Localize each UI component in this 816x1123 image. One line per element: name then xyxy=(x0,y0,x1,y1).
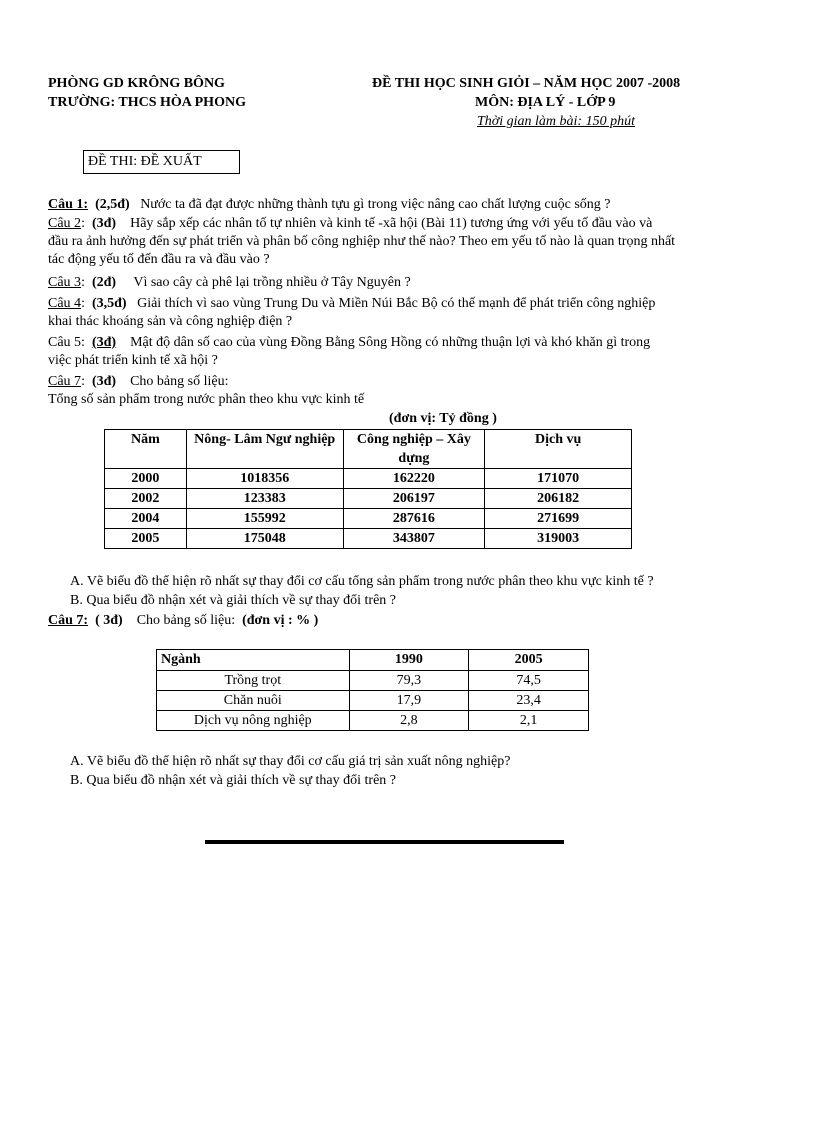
header-cell: 1990 xyxy=(349,650,469,671)
question-text: Cho bảng số liệu: xyxy=(130,374,229,389)
question-label: Câu 7 xyxy=(48,374,82,389)
header-cell: Nông- Lâm Ngư nghiệp xyxy=(186,430,343,469)
agriculture-structure-table xyxy=(156,649,589,731)
table-cell: 162220 xyxy=(343,469,485,489)
exam-type-box: ĐỀ THI: ĐỀ XUẤT xyxy=(83,150,240,174)
gdp-by-sector-table xyxy=(104,429,632,549)
table-row xyxy=(105,489,632,509)
table-cell: 17,9 xyxy=(349,691,469,711)
question-points: (2,5đ) xyxy=(95,197,130,212)
header-cell: Ngành xyxy=(157,650,350,671)
department-name: PHÒNG GD KRÔNG BÔNG xyxy=(48,76,225,91)
school-name: TRƯỜNG: THCS HÒA PHONG xyxy=(48,95,246,110)
table-row xyxy=(105,529,632,549)
task-list-1 xyxy=(70,572,654,610)
table-cell: 271699 xyxy=(485,509,632,529)
table-unit: (đơn vị: Tỷ đồng ) xyxy=(389,411,497,426)
question-points: (3đ) xyxy=(91,335,117,350)
table-cell: 2004 xyxy=(105,509,187,529)
question-text-line: Mật độ dân số cao của vùng Đồng Bằng Sông Hồng có những thuận lợi và khó khăn gì trong xyxy=(130,335,651,350)
question-points: (2đ) xyxy=(91,275,117,290)
school-header xyxy=(48,74,246,112)
table-row xyxy=(105,469,632,489)
question-text-line: đầu ra ảnh hưởng đến sự phát triển và phân bố công nghiệp như thế nào? Theo em yếu tố nào là quan trọng nhất xyxy=(48,234,676,249)
table-cell: 2002 xyxy=(105,489,187,509)
table-header-row xyxy=(105,430,632,469)
time-limit: Thời gian làm bài: 150 phút xyxy=(477,114,635,129)
table-header-row xyxy=(157,650,589,671)
question-label: Câu 3 xyxy=(48,275,82,290)
question-points: (3,5đ) xyxy=(91,296,127,311)
table-cell: 74,5 xyxy=(469,671,589,691)
table-cell: 123383 xyxy=(186,489,343,509)
table-row xyxy=(157,671,589,691)
question-1 xyxy=(48,196,768,214)
question-label: Câu 5: xyxy=(48,335,85,350)
question-label: Câu 2 xyxy=(48,216,82,231)
table-cell: Trồng trọt xyxy=(157,671,350,691)
table-cell: 2,1 xyxy=(469,711,589,731)
table-cell: 287616 xyxy=(343,509,485,529)
end-divider xyxy=(205,840,564,844)
exam-header xyxy=(372,74,732,131)
table-cell: 1018356 xyxy=(186,469,343,489)
question-text-line: Giải thích vì sao vùng Trung Du và Miền Núi Bắc Bộ có thế mạnh để phát triển công nghiệp xyxy=(137,296,656,311)
table-cell: 171070 xyxy=(485,469,632,489)
header-cell: 2005 xyxy=(469,650,589,671)
question-2: Câu 2: (3đ) Hãy sắp xếp các nhân tố tự nhiên và kinh tế -xã hội (Bài 11) tương ứng với yếu tố đầu vào và đầu ra ảnh hưởng đến sự phát triển và phân bố công nghiệp như thế nào? Theo em yếu tố nào là quan trọng nhất tác động yếu tố đến đầu ra và đầu vào ? xyxy=(48,215,768,269)
table-subtitle: Tổng số sản phẩm trong nước phân theo khu vực kinh tế xyxy=(48,392,365,407)
header-cell: Năm xyxy=(105,430,187,469)
table-row xyxy=(157,711,589,731)
table-cell: 23,4 xyxy=(469,691,589,711)
table-cell: 2000 xyxy=(105,469,187,489)
table-cell: 79,3 xyxy=(349,671,469,691)
table-row xyxy=(157,691,589,711)
table-cell: 2,8 xyxy=(349,711,469,731)
question-7b: Câu 7: ( 3đ) Cho bảng số liệu: (đơn vị : % ) xyxy=(48,613,319,628)
task-item-a: A. Vẽ biểu đồ thể hiện rõ nhất sự thay đổi cơ cấu tổng sản phẩm trong nước phân theo khu vực kinh tế ? xyxy=(70,574,654,589)
question-points: (3đ) xyxy=(91,216,117,231)
table-cell: 206197 xyxy=(343,489,485,509)
table-cell: 343807 xyxy=(343,529,485,549)
question-label: Câu 1: xyxy=(48,197,89,212)
question-3: Câu 3: (2đ) Vì sao cây cà phê lại trồng nhiều ở Tây Nguyên ? xyxy=(48,275,411,290)
task-item-b: B. Qua biểu đồ nhận xét và giải thích về sự thay đổi trên ? xyxy=(70,593,397,608)
question-text-line: Hãy sắp xếp các nhân tố tự nhiên và kinh tế -xã hội (Bài 11) tương ứng với yếu tố đầu vào và xyxy=(130,216,653,231)
question-5 xyxy=(48,334,768,370)
task-item-b: B. Qua biểu đồ nhận xét và giải thích về sự thay đổi trên ? xyxy=(70,773,397,788)
table-cell: Chăn nuôi xyxy=(157,691,350,711)
question-7a: Câu 7: (3đ) Cho bảng số liệu: Tổng số sản phẩm trong nước phân theo khu vực kinh tế xyxy=(48,373,768,409)
table-cell: 155992 xyxy=(186,509,343,529)
header-cell: Dịch vụ xyxy=(485,430,632,469)
question-text-line: việc phát triển kinh tế xã hội ? xyxy=(48,353,218,368)
subject-line: MÔN: ĐỊA LÝ - LỚP 9 xyxy=(475,95,616,110)
task-list-2 xyxy=(70,752,510,790)
question-text: Vì sao cây cà phê lại trồng nhiều ở Tây Nguyên ? xyxy=(133,275,411,290)
table-cell: 175048 xyxy=(186,529,343,549)
question-text-line: khai thác khoáng sản và công nghiệp điện ? xyxy=(48,314,293,329)
question-points: (3đ) xyxy=(91,374,117,389)
table-cell: Dịch vụ nông nghiệp xyxy=(157,711,350,731)
table-cell: 206182 xyxy=(485,489,632,509)
question-text: Cho bảng số liệu: xyxy=(136,613,236,628)
question-text: Nước ta đã đạt được những thành tựu gì trong việc nâng cao chất lượng cuộc sống ? xyxy=(140,197,611,212)
question-4: Câu 4: (3,5đ) Giải thích vì sao vùng Trung Du và Miền Núi Bắc Bộ có thế mạnh để phát triển công nghiệp khai thác khoáng sản và công nghiệp điện ? xyxy=(48,295,768,331)
question-points: ( 3đ) xyxy=(95,613,123,628)
task-item-a: A. Vẽ biểu đồ thể hiện rõ nhất sự thay đổi cơ cấu giá trị sản xuất nông nghiệp? xyxy=(70,754,511,769)
table-row xyxy=(105,509,632,529)
question-label: Câu 4 xyxy=(48,296,82,311)
table-unit: (đơn vị : % ) xyxy=(242,613,319,628)
table-cell: 319003 xyxy=(485,529,632,549)
exam-title: ĐỀ THI HỌC SINH GIỎI – NĂM HỌC 2007 -2008 xyxy=(372,76,681,91)
table-cell: 2005 xyxy=(105,529,187,549)
question-label: Câu 7 xyxy=(48,613,84,628)
question-text-line: tác động yếu tố đến đầu ra và đầu vào ? xyxy=(48,252,270,267)
header-cell: Công nghiệp – Xây dựng xyxy=(343,430,485,469)
